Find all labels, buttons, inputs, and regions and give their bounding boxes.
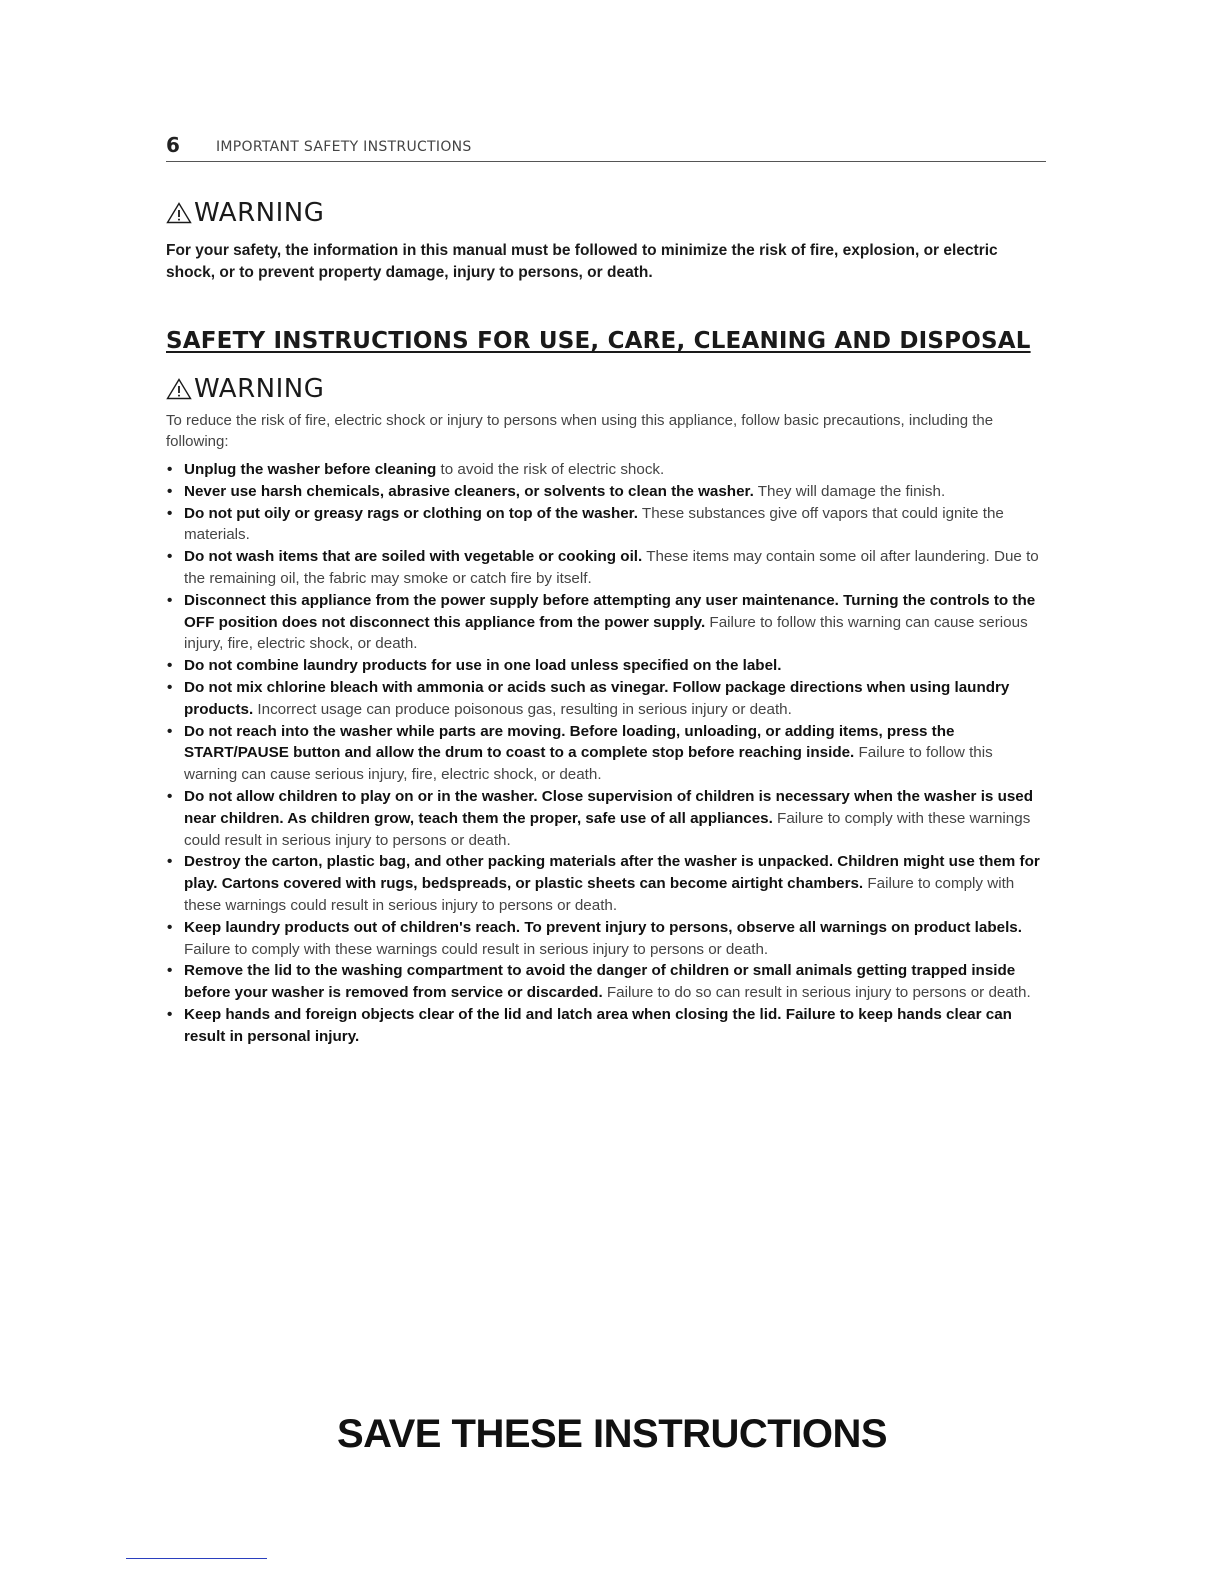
list-item xyxy=(166,655,1046,677)
list-item xyxy=(166,590,1046,655)
warning-heading-2 xyxy=(166,374,324,404)
bullet-bold: Disconnect this appliance from the power supply before attempting any user maintenance. Turning the controls to the OFF position does not disconnect this appliance from the power supply. xyxy=(184,591,1036,631)
bullet-bold: Remove the lid to the washing compartment to avoid the danger of children or small animals getting trapped inside before your washer is removed from service or discarded. xyxy=(184,962,1016,1002)
warning-label: WARNING xyxy=(194,198,325,228)
list-item xyxy=(166,503,1046,547)
list-item xyxy=(166,1004,1046,1048)
bullet-bold: Do not combine laundry products for use in one load unless specified on the label. xyxy=(184,657,782,675)
bullet-text: to avoid the risk of electric shock. xyxy=(436,461,665,478)
page-number: 6 xyxy=(166,133,180,157)
list-item xyxy=(166,677,1046,721)
list-item xyxy=(166,546,1046,590)
bullet-bold: Do not wash items that are soiled with vegetable or cooking oil. xyxy=(184,548,643,566)
header-title: IMPORTANT SAFETY INSTRUCTIONS xyxy=(216,139,472,155)
warning-heading-1 xyxy=(166,198,324,228)
warning-triangle-icon xyxy=(166,378,192,400)
list-item xyxy=(166,917,1046,961)
bullet-bold: Do not reach into the washer while parts are moving. Before loading, unloading, or adding items, press the START/PAUSE button and allow the drum to coast to a complete stop before reaching inside. xyxy=(184,722,955,762)
warning-text: For your safety, the information in this manual must be followed to minimize the risk of fire, explosion, or electric shock, or to prevent property damage, injury to persons, or death. xyxy=(166,242,998,281)
bullet-bold: Destroy the carton, plastic bag, and other packing materials after the washer is unpacked. Children might use them for play. Cartons covered with rugs, bedspreads, or plastic sheets can become airtight chambers. xyxy=(184,853,1040,893)
footer-divider xyxy=(126,1558,267,1559)
safety-bullet-list xyxy=(166,459,1046,1048)
bullet-text: These substances give off vapors that could ignite the materials. xyxy=(184,504,1004,544)
list-item xyxy=(166,459,1046,481)
bullet-text: These items may contain some oil after laundering. Due to the remaining oil, the fabric may smoke or catch fire by itself. xyxy=(184,548,1039,587)
bullet-text: Failure to comply with these warnings could result in serious injury to persons or death. xyxy=(184,809,1031,849)
intro-text: To reduce the risk of fire, electric shock or injury to persons when using this appliance, follow basic precautions, including the following: xyxy=(166,412,994,450)
bullet-text: Failure to follow this warning can cause serious injury, fire, electric shock, or death. xyxy=(184,613,1028,653)
bullet-text: Incorrect usage can produce poisonous gas, resulting in serious injury or death. xyxy=(253,700,792,718)
page-header xyxy=(166,134,1046,162)
bullet-bold: Do not put oily or greasy rags or clothing on top of the washer. xyxy=(184,504,638,522)
warning-label: WARNING xyxy=(194,374,325,404)
list-item xyxy=(166,960,1046,1004)
bullet-bold: Do not allow children to play on or in the washer. Close supervision of children is necessary when the washer is used near children. As children grow, teach them the proper, safe use of all appliances. xyxy=(184,787,1034,827)
bullet-bold: Keep laundry products out of children's reach. To prevent injury to persons, observe all warnings on product labels. xyxy=(184,918,1022,936)
bullet-text: Failure to follow this warning can cause serious injury, fire, electric shock, or death. xyxy=(184,744,993,784)
bullet-bold: Do not mix chlorine bleach with ammonia or acids such as vinegar. Follow package directions when using laundry products. xyxy=(184,678,1010,718)
list-item xyxy=(166,721,1046,786)
bullet-text: Failure to do so can result in serious injury to persons or death. xyxy=(602,984,1031,1002)
list-item xyxy=(166,481,1046,503)
bullet-bold: Never use harsh chemicals, abrasive cleaners, or solvents to clean the washer. xyxy=(184,482,754,500)
bullet-bold: Keep hands and foreign objects clear of the lid and latch area when closing the lid. Failure to keep hands clear can result in personal injury. xyxy=(184,1005,1012,1045)
section-title: SAFETY INSTRUCTIONS FOR USE, CARE, CLEANING AND DISPOSAL xyxy=(166,328,1031,354)
list-item xyxy=(166,851,1046,916)
warning-triangle-icon xyxy=(166,202,192,224)
bullet-text: Failure to comply with these warnings could result in serious injury to persons or death. xyxy=(184,940,769,958)
bullet-text: Failure to comply with these warnings could result in serious injury to persons or death. xyxy=(184,875,1015,914)
list-item xyxy=(166,786,1046,851)
bullet-bold: Unplug the washer before cleaning xyxy=(184,461,437,478)
save-instructions-title: SAVE THESE INSTRUCTIONS xyxy=(336,1412,888,1456)
bullet-text: They will damage the finish. xyxy=(753,482,946,500)
